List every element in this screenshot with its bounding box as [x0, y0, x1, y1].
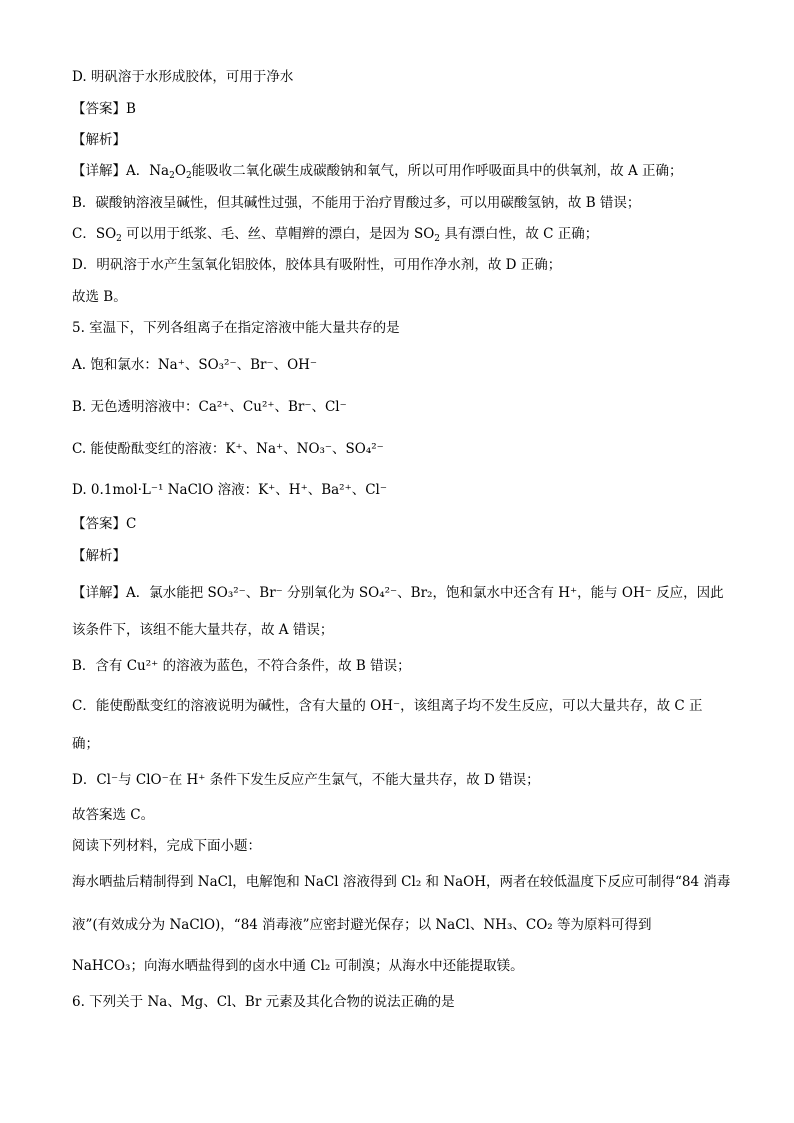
explanation-line-a2-q5: 该条件下，该组不能大量共存，故 A 错误；	[72, 622, 334, 638]
explanation-line-b-q5: B．含有 Cu²⁺ 的溶液为蓝色，不符合条件，故 B 错误；	[72, 658, 411, 674]
answer-label-q4: 【答案】B	[72, 101, 136, 117]
answer-label-q5: 【答案】C	[72, 516, 137, 532]
conclusion-q4: 故选 B。	[72, 289, 127, 305]
conclusion-q5: 故答案选 C。	[72, 807, 155, 823]
explanation-line-d-q5: D．Cl⁻与 ClO⁻在 H⁺ 条件下发生反应产生氯气，不能大量共存，故 D 错误；	[72, 772, 540, 788]
question-6-stem: 6. 下列关于 Na、Mg、Cl、Br 元素及其化合物的说法正确的是	[72, 994, 455, 1010]
explanation-line-c-q5: C．能使酚酞变红的溶液说明为碱性，含有大量的 OH⁻，该组离子均不发生反应，可以大量共存，故 C 正	[72, 698, 703, 714]
option-a-q5: A. 饱和氯水：Na⁺、SO₃²⁻、Br⁻、OH⁻	[72, 357, 318, 373]
explanation-line-b-q4: B．碳酸钠溶液呈碱性，但其碱性过强，不能用于治疗胃酸过多，可以用碳酸氢钠，故 B 错误；	[72, 195, 641, 211]
explanation-line-c-q4: C．$SO_2$ 可以用于纸浆、毛、丝、草帽辫的漂白，是因为 $SO_2$ 具有漂白性，故 C 正确；	[72, 226, 599, 244]
option-c-q5: C. 能使酚酞变红的溶液：K⁺、Na⁺、NO₃⁻、SO₄²⁻	[72, 441, 384, 457]
explanation-line-d-q4: D．明矾溶于水产生氢氧化铝胶体，胶体具有吸附性，可用作净水剂，故 D 正确；	[72, 257, 562, 273]
material-line-3: NaHCO₃；向海水晒盐得到的卤水中通 Cl₂ 可制溴；从海水中还能提取镁。	[72, 958, 524, 974]
explanation-line-a-q4: 【详解】A．$Na_2O_2$能吸收二氧化碳生成碳酸钠和氧气，所以可用作呼吸面具中的供氧剂，故 A 正确；	[72, 163, 683, 181]
material-intro: 阅读下列材料，完成下面小题：	[72, 838, 261, 854]
analysis-label-q4: 【解析】	[72, 132, 126, 148]
option-d-q5: D. 0.1mol·L⁻¹ NaClO 溶液：K⁺、H⁺、Ba²⁺、Cl⁻	[72, 482, 387, 498]
question-5-stem: 5. 室温下，下列各组离子在指定溶液中能大量共存的是	[72, 320, 400, 336]
material-line-2: 液”(有效成分为 NaClO)，“84 消毒液”应密封避光保存；以 NaCl、NH₃、CO₂ 等为原料可得到	[72, 917, 652, 933]
explanation-line-c2-q5: 确；	[72, 736, 99, 752]
explanation-line-a-q5: 【详解】A．氯水能把 SO₃²⁻、Br⁻ 分别氧化为 SO₄²⁻、Br₂，饱和氯水中还含有 H⁺，能与 OH⁻ 反应，因此	[72, 585, 724, 601]
option-d-q4: D. 明矾溶于水形成胶体，可用于净水	[72, 69, 294, 85]
material-line-1: 海水晒盐后精制得到 NaCl，电解饱和 NaCl 溶液得到 Cl₂ 和 NaOH，两者在较低温度下反应可制得“84 消毒	[72, 874, 731, 890]
option-b-q5: B. 无色透明溶液中：Ca²⁺、Cu²⁺、Br⁻、Cl⁻	[72, 399, 347, 415]
analysis-label-q5: 【解析】	[72, 548, 126, 564]
